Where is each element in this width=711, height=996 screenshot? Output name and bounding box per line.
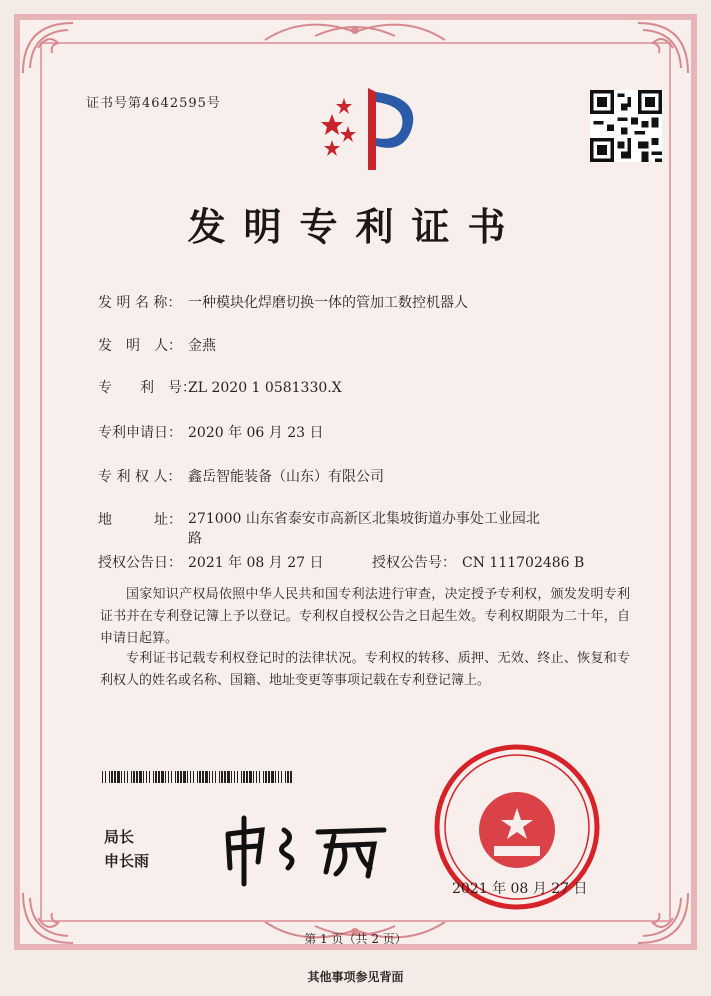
body-paragraph-2: 专利证书记载专利权登记时的法律状况。专利权的转移、质押、无效、终止、恢复和专利权人的姓名或名称、国籍、地址变更等事项记载在专利登记簿上。	[100, 651, 630, 688]
field-label: 专 利 号：	[98, 380, 196, 396]
field-inventor	[98, 335, 216, 355]
cnipa-logo-icon	[312, 84, 424, 174]
field-value: 一种模块化焊磨切换一体的管加工数控机器人	[188, 295, 468, 311]
top-flourish-ornament	[255, 14, 455, 50]
field-label: 授权公告日：	[98, 555, 182, 571]
field-label: 发 明 名 称：	[98, 295, 182, 311]
field-label: 专 利 权 人：	[98, 469, 182, 485]
page-number: 第 1 页（共 2 页）	[304, 932, 407, 946]
page-title: 发明专利证书	[187, 204, 524, 249]
certificate-number: 证书号第4642595号	[86, 96, 221, 111]
director-name: 申长雨	[104, 852, 150, 870]
handwritten-signature-icon	[214, 812, 394, 888]
field-value: ZL 2020 1 0581330.X	[188, 380, 342, 396]
field-patent-number	[98, 377, 342, 397]
field-label: 地 址：	[98, 512, 182, 528]
corner-ornament-top-left	[18, 18, 78, 78]
director-title: 局长	[104, 828, 135, 846]
barcode-icon	[102, 768, 292, 780]
field-label: 授权公告号：	[372, 555, 456, 571]
director-block	[104, 825, 149, 873]
corner-ornament-top-right	[633, 18, 693, 78]
field-value: 2021 年 08 月 27 日	[188, 555, 324, 571]
field-patentee	[98, 466, 384, 486]
body-paragraph-1: 国家知识产权局依照中华人民共和国专利法进行审查，决定授予专利权，颁发发明专利证书并在专利登记簿上予以登记。专利权自授权公告之日起生效。专利权期限为二十年，自申请日起算。	[100, 587, 630, 646]
field-label: 发 明 人：	[98, 338, 182, 354]
back-note: 其他事项参见背面	[307, 970, 404, 984]
qr-code-icon	[590, 90, 662, 162]
field-announce-number	[372, 552, 584, 572]
field-value: 金燕	[188, 338, 216, 354]
field-value: 271000 山东省泰安市高新区北集坡街道办事处工业园北路	[188, 511, 540, 547]
field-invention-name	[98, 292, 468, 312]
field-value: CN 111702486 B	[462, 555, 585, 571]
field-value: 2020 年 06 月 23 日	[188, 425, 324, 441]
field-label: 专利申请日：	[98, 425, 182, 441]
seal-date: 2021 年 08 月 27 日	[452, 881, 588, 897]
field-value: 鑫岳智能装备（山东）有限公司	[188, 469, 384, 485]
field-filing-date	[98, 422, 324, 442]
field-address	[98, 509, 548, 549]
field-announce-date	[98, 552, 324, 572]
